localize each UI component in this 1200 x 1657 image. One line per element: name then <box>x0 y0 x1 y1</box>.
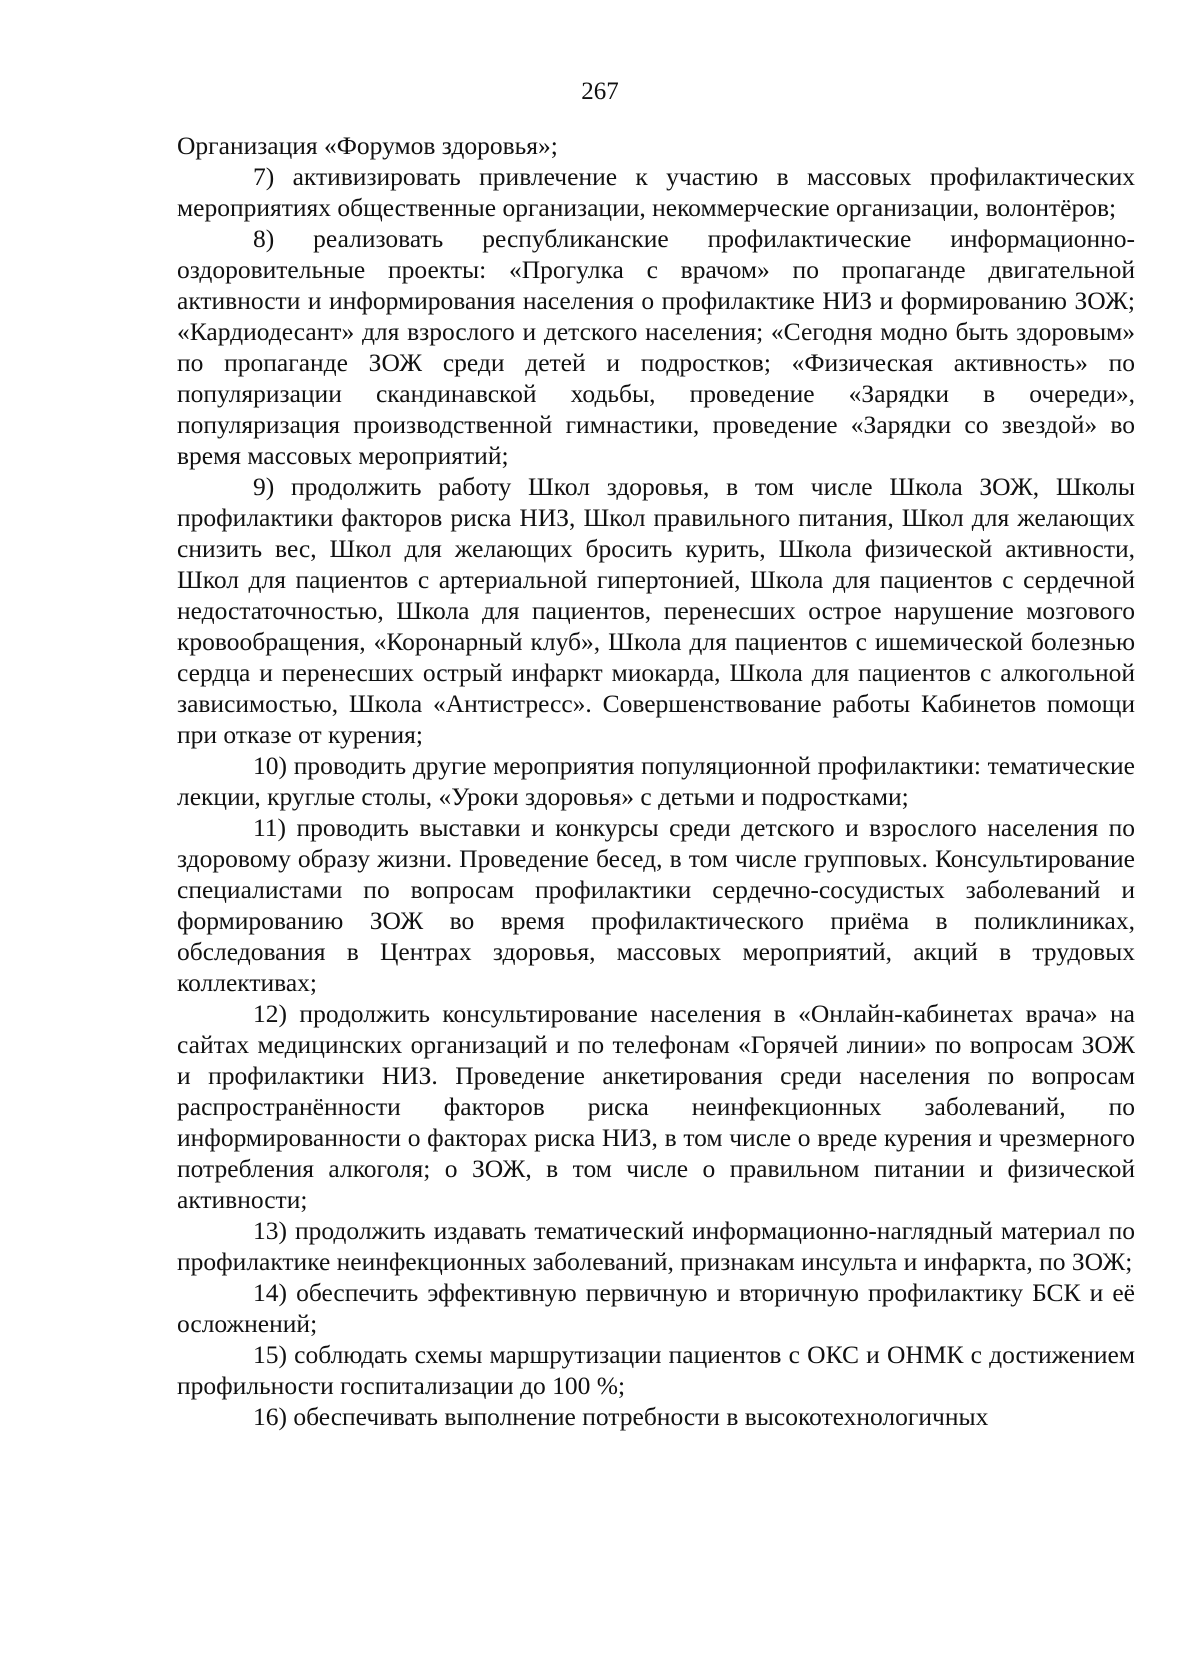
paragraph: 10) проводить другие мероприятия популяционной профилактики: тематические лекции, круглые столы, «Уроки здоровья» с детьми и подростками; <box>177 751 1135 811</box>
paragraph: 15) соблюдать схемы маршрутизации пациентов с ОКС и ОНМК с достижением профильности госпитализации до 100 %; <box>177 1340 1135 1400</box>
page-number: 267 <box>581 78 619 105</box>
paragraph: 7) активизировать привлечение к участию в массовых профилактических мероприятиях общественные организации, некоммерческие организации, волонтёров; <box>177 162 1135 222</box>
paragraph: 12) продолжить консультирование населения в «Онлайн-кабинетах врача» на сайтах медицинских организаций и по телефонам «Горячей линии» по вопросам ЗОЖ и профилактики НИЗ. Проведение анкетирования среди населения по вопросам распространённости факторов риска неинфекционных заболеваний, по информированности о факторах риска НИЗ, в том числе о вреде курения и чрезмерного потребления алкоголя; о ЗОЖ, в том числе о правильном питании и физической активности; <box>177 999 1135 1214</box>
paragraph: 13) продолжить издавать тематический информационно-наглядный материал по профилактике неинфекционных заболеваний, признакам инсульта и инфаркта, по ЗОЖ; <box>177 1216 1135 1276</box>
paragraph: 16) обеспечивать выполнение потребности в высокотехнологичных <box>253 1402 989 1431</box>
paragraph: Организация «Форумов здоровья»; <box>177 131 558 160</box>
document-body <box>177 130 1135 1432</box>
paragraph: 11) проводить выставки и конкурсы среди детского и взрослого населения по здоровому образу жизни. Проведение бесед, в том числе групповых. Консультирование специалистами по вопросам профилактики сердечно-сосудистых заболеваний и формированию ЗОЖ во время профилактического приёма в поликлиниках, обследования в Центрах здоровья, массовых мероприятий, акций в трудовых коллективах; <box>177 813 1135 997</box>
paragraph: 8) реализовать республиканские профилактические информационно-оздоровительные проекты: «Прогулка с врачом» по пропаганде двигательной активности и информирования населения о профилактике НИЗ и формированию ЗОЖ; «Кардиодесант» для взрослого и детского населения; «Сегодня модно быть здоровым» по пропаганде ЗОЖ среди детей и подростков; «Физическая активность» по популяризации скандинавской ходьбы, проведение «Зарядки в очереди», популяризация производственной гимнастики, проведение «Зарядки со звездой» во время массовых мероприятий; <box>177 224 1135 470</box>
paragraph: 9) продолжить работу Школ здоровья, в том числе Школа ЗОЖ, Школы профилактики факторов риска НИЗ, Школ правильного питания, Школ для желающих снизить вес, Школ для желающих бросить курить, Школа физической активности, Школ для пациентов с артериальной гипертонией, Школа для пациентов с сердечной недостаточностью, Школа для пациентов, перенесших острое нарушение мозгового кровообращения, «Коронарный клуб», Школа для пациентов с ишемической болезнью сердца и перенесших острый инфаркт миокарда, Школа для пациентов с алкогольной зависимостью, Школа «Антистресс». Совершенствование работы Кабинетов помощи при отказе от курения; <box>177 472 1135 749</box>
paragraph: 14) обеспечить эффективную первичную и вторичную профилактику БСК и её осложнений; <box>177 1278 1135 1338</box>
